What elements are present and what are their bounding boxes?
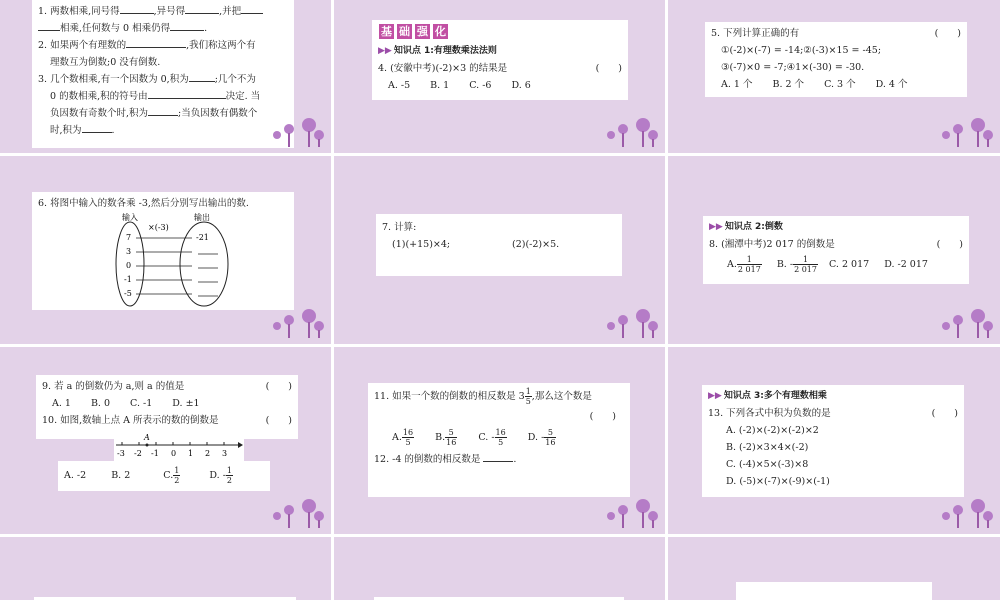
slide-6[interactable]: [668, 156, 1000, 344]
point-a-label: A: [144, 433, 150, 442]
flower-decoration-icon: [938, 494, 996, 530]
tick-label: 0: [171, 449, 177, 458]
option-b[interactable]: B. 2: [111, 470, 131, 481]
option-c[interactable]: C. - $\frac{16}{5}$: [478, 428, 506, 447]
question-11: 11. 如果一个数的倒数的相反数是 3: [374, 391, 525, 402]
flower-decoration-icon: [269, 304, 327, 340]
text: 3. 几个数相乘,有一个因数为 0,积为: [38, 74, 189, 85]
tick-label: -1: [151, 449, 159, 458]
input-label: 输入: [122, 213, 138, 222]
slide-2[interactable]: [334, 0, 665, 153]
text: ,那么这个数是: [531, 391, 592, 402]
question-7: 7. 计算:: [382, 222, 417, 233]
content-card: [36, 375, 298, 439]
flower-decoration-icon: [603, 494, 661, 530]
knowledge-point-title: 知识点 3:多个有理数相乘: [723, 391, 827, 401]
section-badge: [378, 23, 622, 41]
option[interactable]: C. -6: [469, 80, 492, 91]
badge-char: 化: [432, 23, 449, 40]
number-line: [114, 431, 244, 461]
option[interactable]: B. 0: [90, 398, 111, 409]
option-c[interactable]: C. 2 017: [829, 259, 870, 270]
blank: [148, 105, 178, 116]
slide-5[interactable]: [334, 156, 665, 344]
question-5: 5. 下列计算正确的有: [711, 28, 800, 39]
option-b[interactable]: B. $\frac{5}{16}$: [435, 428, 457, 447]
text: .: [513, 454, 517, 465]
tick-label: 3: [222, 449, 228, 458]
option[interactable]: D. ±1: [172, 398, 200, 409]
slide-7[interactable]: [0, 347, 331, 534]
text: 理数互为倒数;0 没有倒数.: [50, 57, 161, 68]
blank: [185, 3, 219, 14]
content-card: [368, 383, 630, 497]
output-value: -21: [196, 233, 209, 242]
blank: [189, 71, 215, 82]
blank: [148, 88, 226, 99]
input-value: 7: [126, 233, 132, 242]
slide-1[interactable]: [0, 0, 331, 153]
knowledge-point-title: 知识点 1:有理数乘法法则: [393, 46, 497, 56]
tick-label: -3: [117, 449, 125, 458]
answer-paren: ( ): [265, 415, 292, 426]
slide-12[interactable]: [668, 537, 1000, 600]
option[interactable]: C. 3 个: [824, 79, 856, 90]
blank: [241, 3, 263, 14]
slide-3[interactable]: [668, 0, 1000, 153]
question-4: 4. (安徽中考)(-2)×3 的结果是: [378, 63, 508, 74]
answer-paren: ( ): [934, 28, 961, 39]
text: ,异号得: [153, 6, 186, 17]
badge-char: 强: [414, 23, 431, 40]
flower-decoration-icon: [603, 113, 661, 149]
text: ,并把: [219, 6, 242, 17]
blank: [38, 20, 60, 31]
text: .: [111, 125, 115, 136]
blank: [120, 3, 154, 14]
blank: [170, 20, 204, 31]
tick-label: -2: [134, 449, 142, 458]
option-a[interactable]: A. $\frac{1}{2 017}$: [727, 255, 761, 274]
tick-label: 2: [205, 449, 211, 458]
question-12: 12. -4 的倒数的相反数是: [374, 454, 481, 465]
question-13: 13. 下列各式中积为负数的是: [708, 408, 831, 419]
answer-paren: ( ): [595, 63, 622, 74]
blank: [82, 122, 112, 133]
output-label: 输出: [194, 213, 210, 222]
badge-char: 基: [378, 23, 395, 40]
knowledge-point-title: 知识点 2:倒数: [724, 222, 783, 232]
content-card: [705, 22, 967, 97]
flower-decoration-icon: [603, 304, 661, 340]
sub-question: (1)(+15)×4;: [392, 239, 451, 250]
text: ;几个不为: [214, 74, 256, 85]
input-value: 0: [126, 261, 132, 270]
text: 1. 两数相乘,同号得: [38, 6, 120, 17]
question-6: 6. 将图中输入的数各乘 -3,然后分别写出输出的数.: [38, 198, 249, 209]
text: ,我们称这两个有: [186, 40, 256, 51]
option-d[interactable]: D. -2 017: [884, 259, 928, 270]
flower-decoration-icon: [269, 113, 327, 149]
flower-decoration-icon: [938, 113, 996, 149]
input-value: 3: [126, 247, 132, 256]
text: 时,积为: [50, 125, 82, 136]
slide-8[interactable]: [334, 347, 665, 534]
option[interactable]: B. 2 个: [772, 79, 805, 90]
text: 决定. 当: [225, 91, 261, 102]
option-d[interactable]: D. - $\frac{5}{16}$: [527, 428, 556, 447]
option-b[interactable]: B. - $\frac{1}{2 017}$: [776, 255, 817, 274]
content-card: [703, 216, 969, 284]
text: 2. 如果两个有理数的: [38, 40, 127, 51]
text: ;当负因数有偶数个: [178, 108, 258, 119]
input-output-diagram: [108, 212, 268, 308]
option[interactable]: B. 1: [430, 80, 450, 91]
answer-paren: ( ): [931, 408, 958, 419]
flower-decoration-icon: [938, 304, 996, 340]
slide-10[interactable]: [0, 537, 331, 600]
option-c[interactable]: C. $\frac{1}{2}$: [163, 466, 180, 485]
operation-label: ×(-3): [148, 223, 169, 232]
question-10: 10. 如图,数轴上点 A 所表示的数的倒数是: [42, 415, 219, 426]
option-a[interactable]: A. -2: [64, 470, 87, 481]
option[interactable]: A. -5: [388, 80, 411, 91]
arrow-icon: ▶▶: [378, 46, 392, 56]
question-9: 9. 若 a 的倒数仍为 a,则 a 的值是: [42, 381, 185, 392]
text: 负因数有奇数个时,积为: [50, 108, 149, 119]
badge-char: 础: [396, 23, 413, 40]
content-card: [702, 385, 964, 497]
blank: [126, 37, 186, 48]
answer-paren: ( ): [589, 411, 616, 422]
content-card: [372, 20, 628, 100]
answer-paren: ( ): [265, 381, 292, 392]
option-d[interactable]: D. - $\frac{1}{2}$: [209, 466, 232, 485]
slide-9[interactable]: [668, 347, 1000, 534]
slide-11[interactable]: [334, 537, 665, 600]
content-card: [32, 192, 294, 310]
option-c[interactable]: C. (-4)×5×(-3)×8: [726, 459, 809, 470]
tick-label: 1: [188, 449, 194, 458]
statement-line: ③(-7)×0 = -7;④1×(-30) = -30.: [721, 62, 865, 73]
option[interactable]: D. 6: [511, 80, 531, 91]
statement-line: ①(-2)×(-7) = -14;②(-3)×15 = -45;: [721, 45, 882, 56]
text: 相乘,任何数与 0 相乘仍得: [60, 23, 171, 34]
content-card: [736, 582, 932, 600]
point-a: [146, 444, 149, 447]
input-value: -1: [124, 275, 132, 284]
text: 0 的数相乘,积的符号由: [50, 91, 148, 102]
option[interactable]: D. 4 个: [875, 79, 908, 90]
answer-blank[interactable]: [483, 451, 513, 462]
option-a[interactable]: A. (-2)×(-2)×(-2)×2: [726, 425, 819, 436]
option[interactable]: C. -1: [130, 398, 153, 409]
mixed-fraction: $\frac{1}{5}$: [525, 387, 531, 406]
flower-decoration-icon: [269, 494, 327, 530]
option[interactable]: A. 1: [52, 398, 71, 409]
question-8: 8. (湘潭中考)2 017 的倒数是: [709, 239, 835, 250]
arrow-icon: ▶▶: [709, 222, 723, 232]
options-card: [58, 461, 270, 491]
option-a[interactable]: A. $\frac{16}{5}$: [392, 428, 414, 447]
option[interactable]: A. 1 个: [721, 79, 753, 90]
input-value: -5: [124, 289, 132, 298]
answer-paren: ( ): [936, 239, 963, 250]
sub-question: (2)(-2)×5.: [512, 239, 560, 250]
content-card: [376, 214, 622, 276]
option-b[interactable]: B. (-2)×3×4×(-2): [726, 442, 809, 453]
content-card: 1. 两数相乘,同号得 ,异号得 ,并把 相乘,任何数与 0 相乘仍得 . 2. 如果两个有理数的 ,我们称这两个有 理数互为倒数;0 没有倒数. 3. 几个数相乘,有一个因数为 0,积为 ;几个不为 0 的数相乘,积的符号由 决定. 当 负因数有奇数个时,积为 ;当负因数有偶数个 时,积为 .: [32, 0, 294, 148]
slide-4[interactable]: [0, 156, 331, 344]
arrow-icon: ▶▶: [708, 391, 722, 401]
option-d[interactable]: D. (-5)×(-7)×(-9)×(-1): [726, 476, 830, 487]
